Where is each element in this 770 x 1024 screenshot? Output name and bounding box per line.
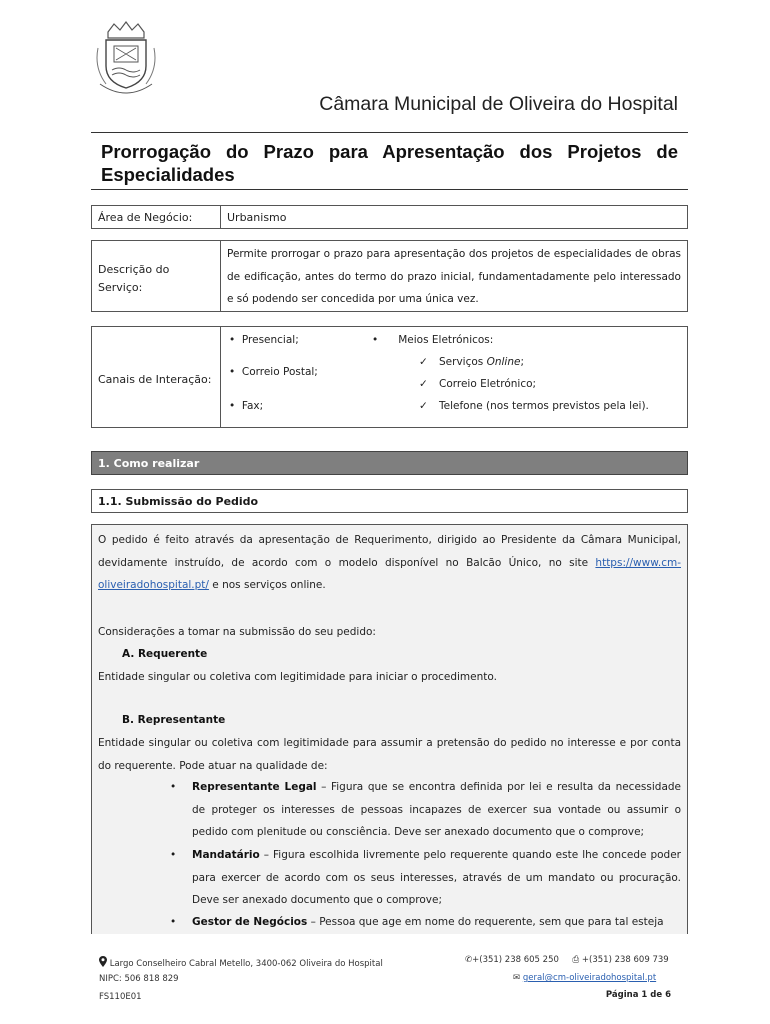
divider-bottom (91, 189, 688, 190)
bullet-icon: • (170, 916, 177, 928)
divider-top (91, 132, 688, 133)
footer-nipc: NIPC: 506 818 829 (99, 974, 179, 984)
bullet-gestor-negocios: Gestor de Negócios – Pessoa que age em nome do requerente, sem que para tal esteja (192, 916, 664, 928)
channel-fax: • Fax; (229, 400, 264, 412)
heading-requerente: A. Requerente (122, 648, 208, 660)
channel-email: ✓ Correio Eletrónico; (419, 378, 537, 390)
intro-paragraph: O pedido é feito através da apresentação de Requerimento, dirigido ao Presidente da Câmara Municipal, devidamente instruído, de acordo com o modelo disponível no Balcão Único, no site https://www.cm-oliveiradohospital.pt/ e nos serviços online. (98, 534, 681, 591)
bullet-representante-legal: Representante Legal – Figura que se encontra definida por lei e resulta da necessidade de proteger os interesses de pessoas incapazes de exercer sua vontade ou assumir o pedido com plenitude ou consciência. Deve ser anexado documento que o comprove; (192, 781, 681, 838)
footer-contacts (465, 955, 669, 965)
footer-form-code: FS110E01 (99, 992, 142, 1002)
channel-electronic-title: • Meios Eletrónicos: (372, 334, 494, 346)
check-icon: ✓ (419, 378, 428, 390)
content-box (91, 524, 688, 934)
municipality-name: Câmara Municipal de Oliveira do Hospital (319, 93, 678, 115)
service-description-text: Permite prorrogar o prazo para apresentação dos projetos de especialidades de obras de edificação, antes do termo do prazo inicial, fundamentadamente pelo interessado e só podendo ser concedida por uma única vez. (227, 248, 681, 305)
footer-page-number: Página 1 de 6 (605, 990, 671, 1000)
phone-icon: ✆ (465, 955, 473, 965)
email-icon: ✉ (513, 973, 521, 983)
bullet-icon: • (170, 781, 177, 793)
bullet-icon: • (170, 849, 177, 861)
channel-correio-postal: • Correio Postal; (229, 366, 318, 378)
footer-email-link[interactable]: geral@cm-oliveiradohospital.pt (522, 973, 657, 983)
channel-phone: ✓ Telefone (nos termos previstos pela lei). (419, 400, 649, 412)
fax-icon: ⎙ (572, 955, 580, 965)
requerente-text: Entidade singular ou coletiva com legitimidade para iniciar o procedimento. (98, 671, 497, 683)
interaction-channels-label: Canais de Interação: (98, 373, 212, 386)
footer-fax: +(351) 238 609 739 (581, 955, 669, 965)
footer-phone: +(351) 238 605 250 (472, 955, 559, 965)
channel-online-services: ✓ Serviços Online; (419, 356, 524, 368)
check-icon: ✓ (419, 400, 428, 412)
municipal-coat-of-arms-logo (86, 18, 166, 98)
footer-address: Largo Conselheiro Cabral Metello, 3400-062 Oliveira do Hospital (99, 956, 383, 969)
channel-presencial: • Presencial; (229, 334, 299, 346)
business-area-row (91, 205, 688, 229)
considerations-text: Considerações a tomar na submissão do seu pedido: (98, 626, 376, 638)
bullet-mandatario: Mandatário – Figura escolhida livremente pelo requerente quando este lhe concede poder para exercer de acordo com os seus interesses, através de um mandato ou procuração. Deve ser anexado documento que o comprove; (192, 849, 681, 906)
subsection-submissao-pedido: 1.1. Submissão do Pedido (91, 489, 688, 513)
interaction-channels-row (91, 326, 688, 428)
business-area-label: Área de Negócio: (98, 211, 193, 224)
footer-email-line (513, 973, 656, 983)
page-title: Prorrogação do Prazo para Apresentação dos Projetos de Especialidades (101, 141, 678, 185)
location-pin-icon (99, 956, 107, 967)
check-icon: ✓ (419, 356, 428, 368)
balcao-unico-link[interactable]: https://www.cm-oliveiradohospital.pt/ (98, 556, 681, 591)
service-description-row (91, 240, 688, 312)
heading-representante: B. Representante (122, 714, 226, 726)
representante-text: Entidade singular ou coletiva com legitimidade para assumir a pretensão do pedido no interesse e por conta do requerente. Pode atuar na qualidade de: (98, 737, 681, 772)
service-description-label: Descrição do Serviço: (98, 263, 170, 294)
section-como-realizar: 1. Como realizar (91, 451, 688, 475)
business-area-value: Urbanismo (227, 211, 287, 224)
